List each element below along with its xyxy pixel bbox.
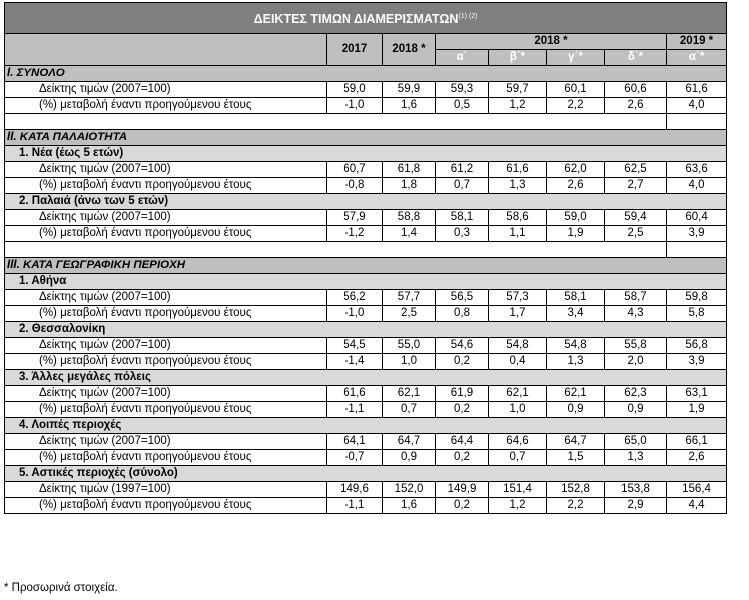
group-row [5, 194, 727, 210]
value-cell: 0,5 [436, 98, 489, 114]
value-cell: 59,0 [327, 82, 383, 98]
value-cell: 61,6 [667, 82, 727, 98]
row-label: (%) μεταβολή έναντι προηγούμενου έτους [5, 306, 327, 322]
section-row [5, 258, 727, 274]
value-cell: 61,6 [327, 386, 383, 402]
value-cell: 65,0 [605, 434, 667, 450]
group-row [5, 274, 727, 290]
value-cell: 0,9 [547, 402, 605, 418]
value-cell: 59,0 [547, 210, 605, 226]
value-cell: 0,2 [436, 498, 489, 514]
value-cell: 151,4 [489, 482, 547, 498]
row-label: (%) μεταβολή έναντι προηγούμενου έτους [5, 226, 327, 242]
value-cell: 5,8 [667, 306, 727, 322]
table-row [5, 434, 727, 450]
value-cell: 2,5 [605, 226, 667, 242]
group-title: 1. Αθήνα [5, 274, 727, 290]
value-cell: 61,8 [383, 162, 436, 178]
price-index-table-container [4, 2, 726, 514]
value-cell: 60,1 [547, 82, 605, 98]
value-cell: 63,1 [667, 386, 727, 402]
header-label-cell [5, 34, 327, 66]
section-title: II. ΚΑΤΑ ΠΑΛΑΙΟΤΗΤΑ [5, 130, 727, 146]
value-cell: 0,2 [436, 402, 489, 418]
value-cell: 62,1 [547, 386, 605, 402]
value-cell: 55,8 [605, 338, 667, 354]
value-cell: 56,2 [327, 290, 383, 306]
value-cell: 2,0 [605, 354, 667, 370]
section-row [5, 66, 727, 82]
value-cell: 57,3 [489, 290, 547, 306]
value-cell: -0,7 [327, 450, 383, 466]
header-2019-quarters: 2019 * [667, 34, 727, 50]
value-cell: 0,3 [436, 226, 489, 242]
value-cell: 60,6 [605, 82, 667, 98]
value-cell: -0,8 [327, 178, 383, 194]
group-title: 1. Νέα (έως 5 ετών) [5, 146, 727, 162]
value-cell: 62,5 [605, 162, 667, 178]
group-row [5, 418, 727, 434]
value-cell: 156,4 [667, 482, 727, 498]
value-cell: 152,0 [383, 482, 436, 498]
row-label: Δείκτης τιμών (2007=100) [5, 210, 327, 226]
value-cell: 57,7 [383, 290, 436, 306]
table-row [5, 450, 727, 466]
value-cell: 56,5 [436, 290, 489, 306]
value-cell: 0,2 [436, 354, 489, 370]
row-label: Δείκτης τιμών (2007=100) [5, 338, 327, 354]
value-cell: 0,9 [605, 402, 667, 418]
row-label: (%) μεταβολή έναντι προηγούμενου έτους [5, 402, 327, 418]
value-cell: 1,2 [489, 498, 547, 514]
value-cell: 2,9 [605, 498, 667, 514]
value-cell: 1,1 [489, 226, 547, 242]
value-cell: 2,6 [605, 98, 667, 114]
value-cell: 63,6 [667, 162, 727, 178]
value-cell: 58,6 [489, 210, 547, 226]
title-footnote-refs: (1) (2) [458, 12, 478, 20]
header-quarter: α΄ [436, 50, 489, 66]
row-label: Δείκτης τιμών (1997=100) [5, 482, 327, 498]
value-cell: 2,2 [547, 498, 605, 514]
row-label: (%) μεταβολή έναντι προηγούμενου έτους [5, 178, 327, 194]
value-cell: 0,2 [436, 450, 489, 466]
value-cell: 4,4 [667, 498, 727, 514]
value-cell: 62,0 [547, 162, 605, 178]
table-row [5, 306, 727, 322]
value-cell: -1,4 [327, 354, 383, 370]
spacer-row [5, 114, 727, 130]
table-row [5, 290, 727, 306]
value-cell: 55,0 [383, 338, 436, 354]
value-cell: 59,4 [605, 210, 667, 226]
value-cell: 1,6 [383, 98, 436, 114]
spacer-cell [5, 114, 667, 130]
header-quarter: δ΄* [605, 50, 667, 66]
value-cell: 59,8 [667, 290, 727, 306]
value-cell: 59,3 [436, 82, 489, 98]
value-cell: 1,3 [489, 178, 547, 194]
table-row [5, 354, 727, 370]
value-cell: 0,9 [383, 450, 436, 466]
price-index-table [4, 2, 727, 514]
value-cell: 2,5 [383, 306, 436, 322]
value-cell: 61,2 [436, 162, 489, 178]
value-cell: 1,0 [383, 354, 436, 370]
row-label: (%) μεταβολή έναντι προηγούμενου έτους [5, 354, 327, 370]
header-2018-quarters: 2018 * [436, 34, 667, 50]
group-title: 2. Θεσσαλονίκη [5, 322, 727, 338]
row-label: Δείκτης τιμών (2007=100) [5, 82, 327, 98]
row-label: Δείκτης τιμών (2007=100) [5, 162, 327, 178]
row-label: (%) μεταβολή έναντι προηγούμενου έτους [5, 450, 327, 466]
header-quarter: α΄* [667, 50, 727, 66]
table-row [5, 162, 727, 178]
group-row [5, 466, 727, 482]
value-cell: 58,7 [605, 290, 667, 306]
value-cell: 2,2 [547, 98, 605, 114]
value-cell: 0,7 [489, 450, 547, 466]
value-cell: 60,4 [667, 210, 727, 226]
value-cell: 58,8 [383, 210, 436, 226]
group-title: 5. Αστικές περιοχές (σύνολο) [5, 466, 727, 482]
group-title: 3. Άλλες μεγάλες πόλεις [5, 370, 727, 386]
section-row [5, 130, 727, 146]
header-2018: 2018 * [383, 34, 436, 66]
header-2017: 2017 [327, 34, 383, 66]
value-cell: 4,3 [605, 306, 667, 322]
value-cell: 58,1 [547, 290, 605, 306]
value-cell: 59,7 [489, 82, 547, 98]
table-row [5, 338, 727, 354]
value-cell: 62,1 [383, 386, 436, 402]
value-cell: 3,4 [547, 306, 605, 322]
value-cell: 4,0 [667, 98, 727, 114]
group-row [5, 370, 727, 386]
value-cell: 64,6 [489, 434, 547, 450]
value-cell: 1,9 [667, 402, 727, 418]
section-title: I. ΣΥΝΟΛΟ [5, 66, 727, 82]
table-row [5, 498, 727, 514]
value-cell: 60,7 [327, 162, 383, 178]
value-cell: 1,2 [489, 98, 547, 114]
table-row [5, 402, 727, 418]
table-row [5, 226, 727, 242]
value-cell: 58,1 [436, 210, 489, 226]
value-cell: 1,5 [547, 450, 605, 466]
value-cell: 0,7 [383, 402, 436, 418]
value-cell: 59,9 [383, 82, 436, 98]
header-quarter: β΄* [489, 50, 547, 66]
value-cell: 153,8 [605, 482, 667, 498]
group-title: 4. Λοιπές περιοχές [5, 418, 727, 434]
value-cell: 64,7 [547, 434, 605, 450]
value-cell: 64,1 [327, 434, 383, 450]
table-row [5, 178, 727, 194]
value-cell: 149,9 [436, 482, 489, 498]
section-title: III. ΚΑΤΑ ΓΕΩΓΡΑΦΙΚΗ ΠΕΡΙΟΧΗ [5, 258, 727, 274]
value-cell: 66,1 [667, 434, 727, 450]
value-cell: 54,5 [327, 338, 383, 354]
value-cell: 1,4 [383, 226, 436, 242]
value-cell: 54,8 [489, 338, 547, 354]
value-cell: 64,4 [436, 434, 489, 450]
value-cell: 1,6 [383, 498, 436, 514]
row-label: (%) μεταβολή έναντι προηγούμενου έτους [5, 498, 327, 514]
value-cell: 149,6 [327, 482, 383, 498]
group-row [5, 322, 727, 338]
table-title-cell [5, 3, 727, 34]
value-cell: 0,8 [436, 306, 489, 322]
value-cell: -1,1 [327, 498, 383, 514]
spacer-row [5, 242, 727, 258]
value-cell: 2,6 [667, 450, 727, 466]
row-label: Δείκτης τιμών (2007=100) [5, 290, 327, 306]
row-label: Δείκτης τιμών (2007=100) [5, 386, 327, 402]
value-cell: -1,2 [327, 226, 383, 242]
value-cell: 56,8 [667, 338, 727, 354]
value-cell: -1,0 [327, 98, 383, 114]
value-cell: 4,0 [667, 178, 727, 194]
value-cell: 1,0 [489, 402, 547, 418]
spacer-cell [667, 114, 727, 130]
value-cell: 0,7 [436, 178, 489, 194]
table-row [5, 482, 727, 498]
value-cell: 3,9 [667, 226, 727, 242]
value-cell: 57,9 [327, 210, 383, 226]
value-cell: 64,7 [383, 434, 436, 450]
group-row [5, 146, 727, 162]
value-cell: 2,7 [605, 178, 667, 194]
value-cell: 1,3 [605, 450, 667, 466]
value-cell: 1,8 [383, 178, 436, 194]
value-cell: 3,9 [667, 354, 727, 370]
table-row [5, 82, 727, 98]
value-cell: 62,3 [605, 386, 667, 402]
value-cell: 54,6 [436, 338, 489, 354]
value-cell: 152,8 [547, 482, 605, 498]
header-quarter: γ΄* [547, 50, 605, 66]
table-row [5, 386, 727, 402]
table-row [5, 98, 727, 114]
value-cell: 62,1 [489, 386, 547, 402]
value-cell: -1,0 [327, 306, 383, 322]
value-cell: 1,3 [547, 354, 605, 370]
value-cell: 61,9 [436, 386, 489, 402]
table-row [5, 210, 727, 226]
value-cell: -1,1 [327, 402, 383, 418]
table-title: ΔΕΙΚΤΕΣ ΤΙΜΩΝ ΔΙΑΜΕΡΙΣΜΑΤΩΝ [253, 12, 459, 27]
value-cell: 2,6 [547, 178, 605, 194]
row-label: (%) μεταβολή έναντι προηγούμενου έτους [5, 98, 327, 114]
value-cell: 54,8 [547, 338, 605, 354]
spacer-cell [5, 242, 667, 258]
row-label: Δείκτης τιμών (2007=100) [5, 434, 327, 450]
value-cell: 61,6 [489, 162, 547, 178]
spacer-cell [667, 242, 727, 258]
footnote: * Προσωρινά στοιχεία. [4, 582, 118, 594]
value-cell: 1,7 [489, 306, 547, 322]
value-cell: 0,4 [489, 354, 547, 370]
value-cell: 1,9 [547, 226, 605, 242]
group-title: 2. Παλαιά (άνω των 5 ετών) [5, 194, 727, 210]
